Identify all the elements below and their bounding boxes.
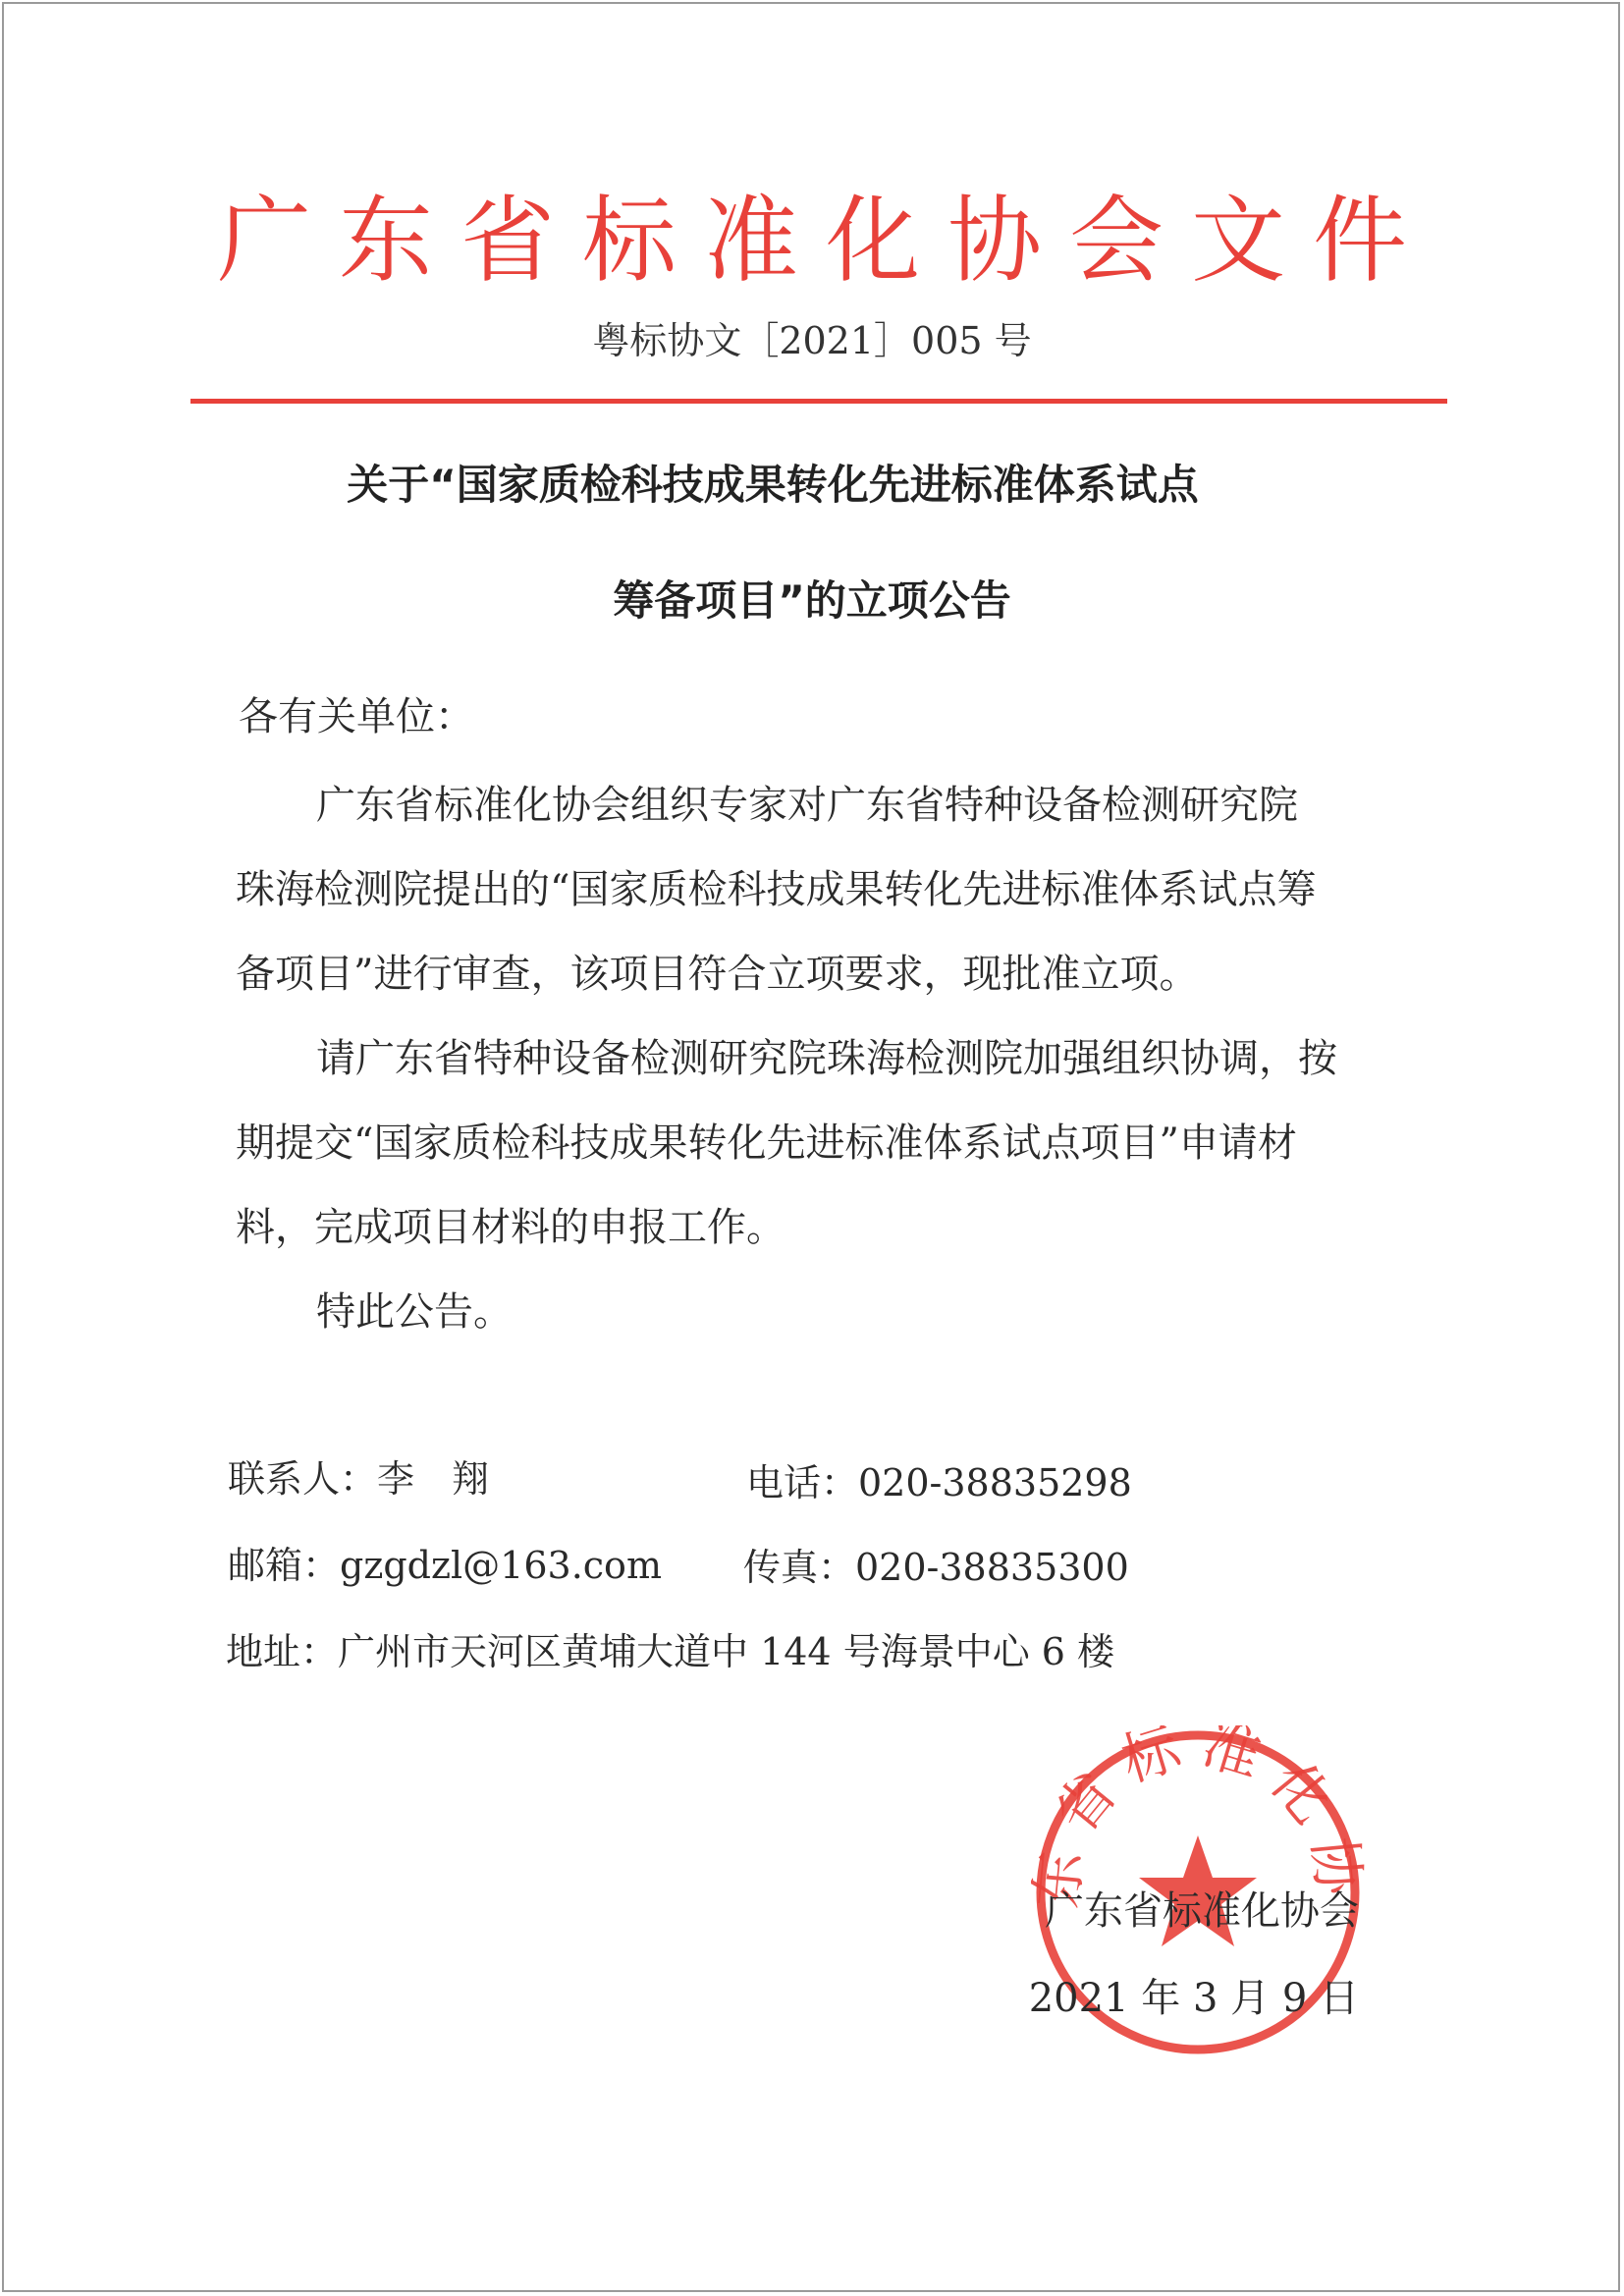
document-number: 粤标协文［2021］005 号 <box>592 319 1032 362</box>
contact-address: 地址：广州市天河区黄埔大道中 144 号海景中心 6 楼 <box>226 1630 1115 1673</box>
document-header-title: 广东省标准化协会文件 <box>217 186 1435 296</box>
contact-email: 邮箱：gzgdzl@163.com <box>228 1544 662 1587</box>
salutation: 各有关单位： <box>239 694 474 739</box>
paragraph-2-line-3: 料，完成项目材料的申报工作。 <box>236 1205 785 1250</box>
paragraph-1-line-2: 珠海检测院提出的“国家质检科技成果转化先进标准体系试点筹 <box>236 867 1317 912</box>
svg-text:广东省标准化协会: 省标准化 <box>1041 1725 1355 1846</box>
contact-phone: 电话：020-38835298 <box>746 1461 1132 1504</box>
notice-title-line-2: 筹备项目”的立项公告 <box>613 576 1011 625</box>
paragraph-1-line-1: 广东省标准化协会组织专家对广东省特种设备检测研究院 <box>316 783 1298 828</box>
header-divider <box>190 399 1447 404</box>
signing-organization: 广东省标准化协会 <box>1045 1888 1359 1934</box>
paragraph-2-line-1: 请广东省特种设备检测研究院珠海检测院加强组织协调，按 <box>316 1036 1337 1081</box>
contact-person: 联系人：李 翔 <box>228 1457 490 1501</box>
paragraph-1-line-3: 备项目”进行审查，该项目符合立项要求，现批准立项。 <box>236 952 1199 997</box>
signing-date: 2021 年 3 月 9 日 <box>1028 1976 1359 2021</box>
closing-text: 特此公告。 <box>316 1289 513 1335</box>
notice-title-line-1: 关于“国家质检科技成果转化先进标准体系试点 <box>347 461 1199 509</box>
contact-fax: 传真：020-38835300 <box>743 1546 1129 1589</box>
paragraph-2-line-2: 期提交“国家质检科技成果转化先进标准体系试点项目”申请材 <box>236 1121 1297 1166</box>
